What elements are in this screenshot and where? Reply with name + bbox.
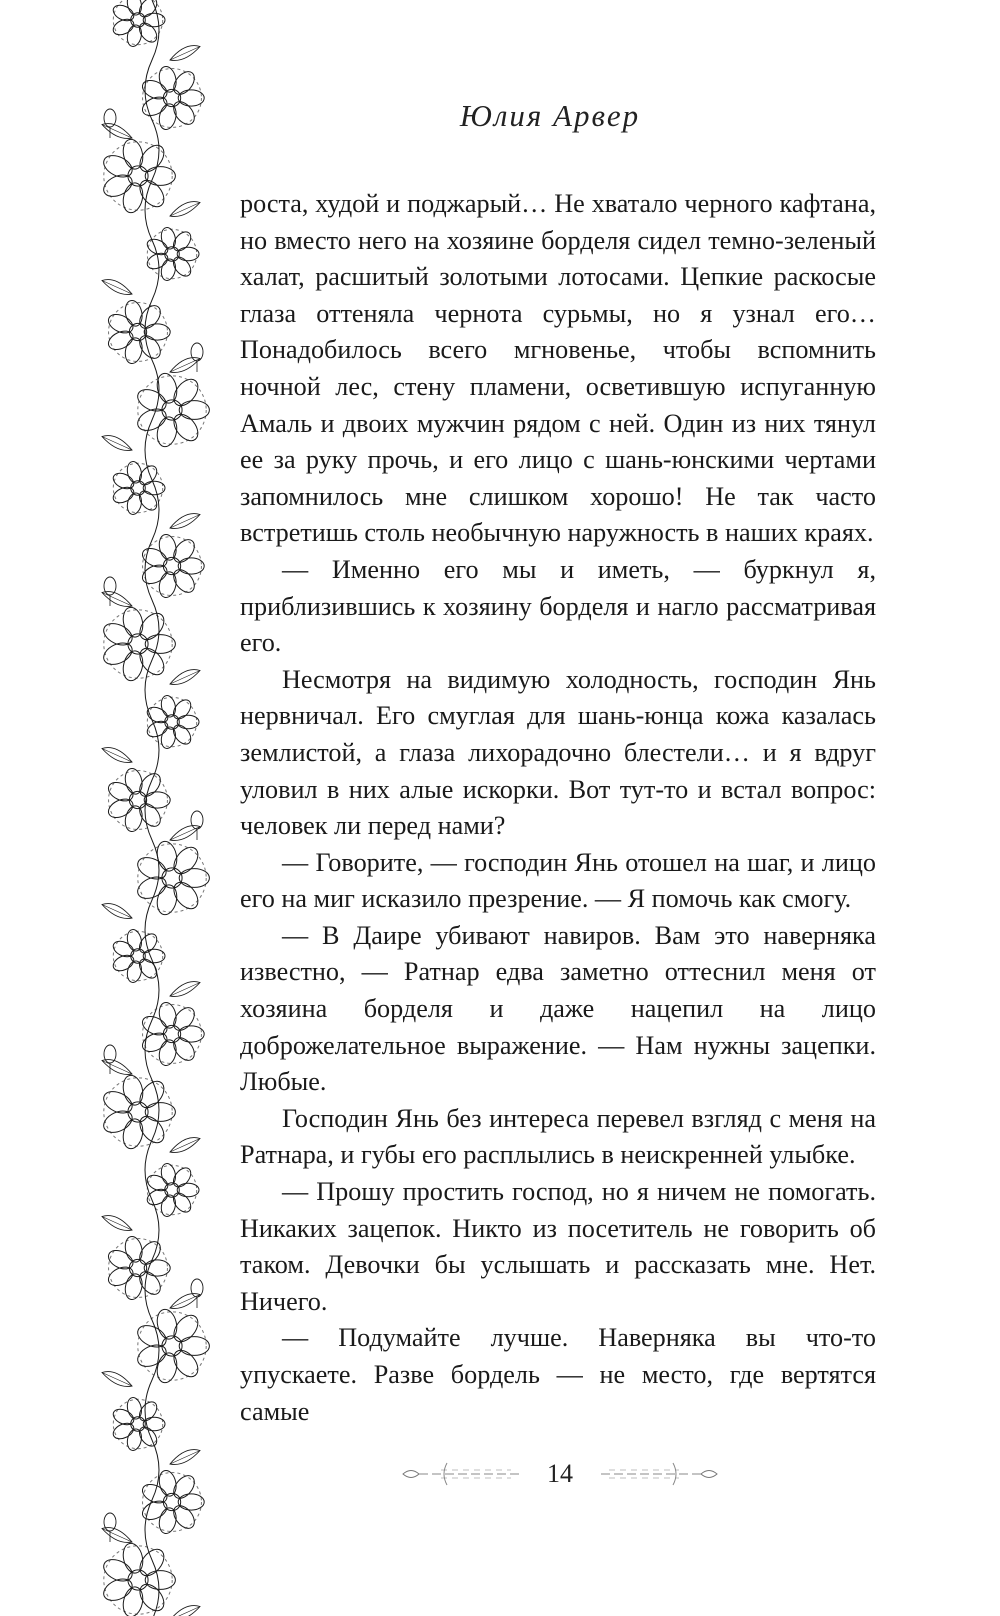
floral-border [92,0,218,1616]
paragraph: — Именно его мы и иметь, — буркнул я, приблизившись к хозяину борделя и нагло рассматривая его. [240,554,876,658]
running-title: Юлия Арвер [459,98,641,133]
paragraph: — Говорите, — господин Янь отошел на шаг, и лицо его на миг исказило презрение. — Я помочь как смогу. [240,847,876,914]
paragraph: Господин Янь без интереса перевел взгляд с меня на Ратнара, и губы его расплылись в неискренней улыбке. [240,1103,876,1170]
page-footer [370,1452,750,1496]
flourish-right-icon [599,1459,719,1489]
flourish-left-icon [401,1459,521,1489]
paragraph: — Подумайте лучше. Наверняка вы что-то упускаете. Разве бордель — не место, где вертятся самые [240,1323,876,1426]
paragraph: роста, худой и поджарый… Не хватало черного кафтана, но вместо него на хозяине борделя сидел темно-зеленый халат, расшитый золотыми лотосами. Цепкие раскосые глаза оттеняла чернота сурьмы, но я узнал его… Понадобилось всего мгновенье, чтобы вспомнить ночной лес, стену пламени, осветившую испуганную Амаль и двоих мужчин рядом с ней. Один из них тянул ее за руку прочь, и его лицо с шань-юнскими чертами запомнилось мне слишком хорошо! Не так часто встретишь столь необычную наружность в наших краях. [240,189,876,548]
paragraph: — Прошу простить господ, но я ничем не помогать. Никаких зацепок. Никто из посетитель не говорить об таком. Девочки бы услышать и рассказать мне. Нет. Ничего. [240,1177,876,1316]
body-text [240,186,876,1430]
paragraph: — В Даире убивают навиров. Вам это наверняка известно, — Ратнар едва заметно оттеснил меня от хозяина борделя и даже нацепил на лицо доброжелательное выражение. — Нам нужны зацепки. Любые. [240,920,876,1097]
page-number: 14 [547,1459,573,1488]
paragraph: Несмотря на видимую холодность, господин Янь нервничал. Его смуглая для шань-юнца кожа казалась землистой, а глаза лихорадочно блестели… и я вдруг уловил в них алые искорки. Вот тут-то и встал вопрос: человек ли перед нами? [240,664,876,841]
floral-peony-border-icon [92,0,218,1616]
